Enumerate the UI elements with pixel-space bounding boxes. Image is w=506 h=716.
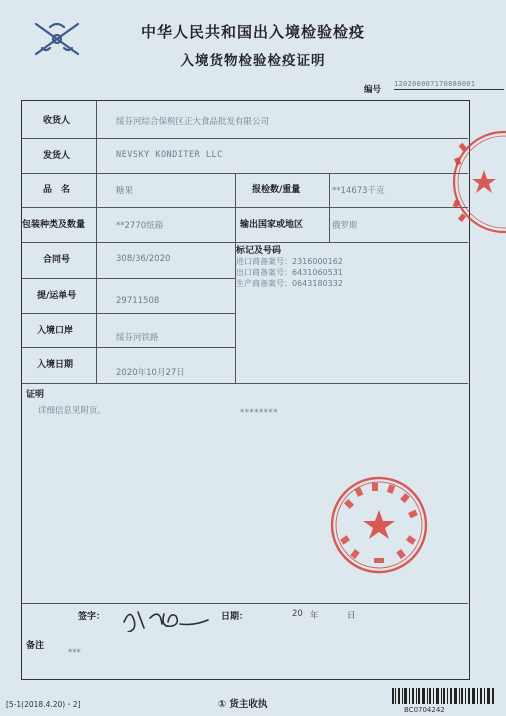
document-subtitle: 入境货物检验检疫证明 — [180, 53, 326, 69]
consignor-label: 发货人 — [43, 151, 71, 161]
official-seal-bottom — [328, 474, 430, 576]
proof-label: 证明 — [26, 390, 45, 400]
product-name-label: 品 名 — [43, 185, 71, 195]
serial-number-value: 120200007170880001 — [394, 80, 504, 90]
date-year-suffix: 年 — [310, 611, 319, 621]
quantity-weight-value: **14673千克 — [332, 186, 385, 196]
signature-label: 签字： — [78, 612, 106, 622]
official-seal-top-right — [448, 128, 506, 236]
certificate-form — [21, 100, 470, 680]
form-code: [5-1(2018.4.20)・2] — [6, 700, 81, 709]
copy-holder-label: ① 货主收执 — [218, 699, 268, 710]
barcode-number: BC0704242 — [404, 706, 445, 714]
origin-country-value: 俄罗斯 — [332, 221, 358, 231]
exporter-record-number: 出口商备案号：6431060531 — [236, 268, 343, 277]
product-name-value: 糖果 — [116, 186, 134, 196]
entry-date-label: 入境日期 — [37, 360, 74, 370]
barcode-icon — [392, 688, 496, 706]
consignee-value: 绥芬河综合保税区正大食品批发有限公司 — [116, 117, 270, 127]
entry-date-value: 2020年10月27日 — [116, 368, 185, 378]
origin-country-label: 输出国家或地区 — [240, 220, 304, 230]
serial-number-label: 编号 — [364, 85, 382, 95]
entry-port-label: 入境口岸 — [37, 326, 74, 336]
consignee-label: 收货人 — [43, 116, 71, 126]
marks-label: 标记及号码 — [236, 246, 282, 256]
marks-section — [236, 243, 343, 289]
proof-text: 详细信息见附页。 — [38, 406, 107, 416]
contract-number-label: 合同号 — [43, 255, 71, 265]
producer-record-number: 生产商备案号：0643180332 — [236, 279, 343, 288]
quantity-weight-label: 报检数/重量 — [252, 185, 301, 195]
entry-port-value: 绥芬河铁路 — [116, 333, 159, 343]
waybill-number-value: 29711508 — [116, 296, 160, 306]
contract-number-value: 308/36/2020 — [116, 254, 171, 264]
handwritten-signature — [120, 604, 212, 632]
importer-record-number: 进口商备案号：2316000162 — [236, 257, 343, 266]
remarks-label: 备注 — [26, 641, 45, 651]
date-day-suffix: 日 — [347, 611, 356, 621]
date-year: 20 — [292, 609, 303, 619]
proof-stars: ******** — [240, 408, 278, 418]
remarks-value: *** — [68, 648, 81, 658]
waybill-number-label: 提/运单号 — [37, 291, 77, 301]
packaging-value: **2770纸箱 — [116, 221, 164, 231]
date-label: 日期： — [221, 612, 249, 622]
document-title: 中华人民共和国出入境检验检疫 — [140, 23, 365, 41]
consignor-value: NEVSKY KONDITER LLC — [116, 150, 223, 160]
packaging-label: 包装种类及数量 — [22, 220, 86, 230]
